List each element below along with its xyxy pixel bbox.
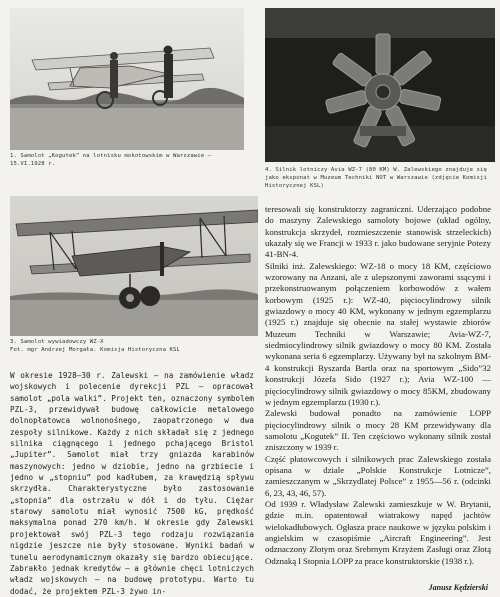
photo-kogutek [10, 8, 244, 150]
left-column-text: W okresie 1928—30 r. Zalewski — na zamówienie władz wojskowych i polecenie dyrekcji PZL — opracował samolot „pola walki”. Projekt ten, oznaczony symbolem PZL-3, przewidywał budowę całkowicie metalowego dolnopłatowca wolnonośnego, zaopatrzonego w dwa zespoły silnikowe. Każdy z nich składał się z jednego silnika ciągnącego i jednego pchającego Bristol „Jupiter”. Samolot miał trzy gniazda karabinów maszynowych: jedno w dziobie, jedno na grzbiecie i jedno w „stopniu” pod kadłubem, za krawędzią spływu skrzydła. Charakterystyczne było zastosowanie „stopnia” dla ostrzału w dół i do tyłu. Ciężar starowy samolotu miał wynosić 7500 kG, prędkość maksymalna ponad 270 km/h. W okresie gdy Zalewski projektował swój PZL-3 tego rodzaju rozwiązania nigdzie jeszcze nie były stosowane. Wyniki badań w tunelu aerodynamicznym okazały się bardzo obiecujące. Zabrakło jednak kredytów — a głównie chęci lotniczych władz wojskowych — na budowę prototypu. Warto tu dodać, że projektem PZL-3 żywo in- [10, 371, 254, 596]
right-column [265, 204, 491, 567]
paragraph-4: Część płatowcowych i silnikowych prac Zalewskiego została opisana w dziale „Polskie Konstrukcje Lotnicze”, zamieszczanym w „Skrzydlatej Polsce” z 1955—56 r. (odcinki 6, 23, 43, 46, 57). [265, 453, 491, 498]
caption-photo-4: 4. Silnik lotniczy Avia WZ-7 (80 KM) W. Zalewskiego znajduje się jako eksponat w Muzeum Techniki NOT w Warszawie (zdjęcie Komisji Historycznej KSL) [265, 167, 487, 189]
paragraph-1: teresowali się konstruktorzy zagraniczni. Uderzająco podobne do maszyny Zalewskiego samoloty bojowe (układ ogólny, konstrukcja skrzydeł, rozmieszczenie stanowisk strzeleckich) ukazały się we Francji w 1933 r. jako budowane seryjnie Potezy 41-BN-4. [265, 204, 491, 260]
paragraph-5: Od 1939 r. Władysław Zalewski zamieszkuje w W. Brytanii, gdzie m.in. opatentował wiatrakowy napęd jachtów wielokadłubowych. Ogłasza prace naukowe w języku polskim i angielskim w czasopiśmie „Aircraft Engineering”. Jest odznaczony Złotym oraz Srebrnym Krzyżem Zasługi oraz Złotą Odznaką I Stopnia LOPP za prace konstruktorskie (1938 r.). [265, 498, 491, 566]
caption-photo-3: 3. Samolot wywiadowczy WZ-X Fot. mgr Andrzej Morgała. Komisja Historyczna KSL [10, 339, 180, 353]
caption-photo-1: 1. Samolot „Kogutek” na lotnisku mokotowskim w Warszawie — 15.VI.1928 r. [10, 153, 212, 167]
photo-wz-x [10, 196, 258, 336]
author-signature: Janusz Kędzierski [428, 583, 488, 592]
photo-avia-engine [265, 8, 495, 162]
paragraph-2: Silniki inż. Zalewskiego: WZ-18 o mocy 18 KM, częściowo wzorowany na Anzani, ale z ulepszonymi zaworami ssącymi i przekonstruowanym połączeniem korbowodów z wałem korbowym (1925 r.): WZ-40, pięciocylindrowy silnik gwiazdowy o mocy 40 KM, wykonany w jednym egzemplarzu (1925 r.) znajduje się obecnie na stałej wystawie zbiorów Muzeum Techniki w Warszawie; Avia-WZ-7, siedmiocylindrowy silnik gwiazdowy o mocy 80 KM. Została wykonana seria 6 egzemplarzy. Używany był na szkolnym BM-4 konstrukcji Ryszarda Bartla oraz na sportowym „Sido”32 konstrukcji Józefa Sido (1927 r.); Avia WZ-100 — pięciocylindrowy silnik gwiazdowy o mocy 85KM, zbudowany w jednym egzemplarzu (1930 r.). [265, 260, 491, 407]
paragraph-3: Zalewski budował ponadto na zamówienie LOPP pięciocylindrowy silnik o mocy 28 KM przewidywany dla samolotu „Kogutek” II. Ten częściowo wykonany silnik został zniszczony w 1939 r. [265, 408, 491, 453]
